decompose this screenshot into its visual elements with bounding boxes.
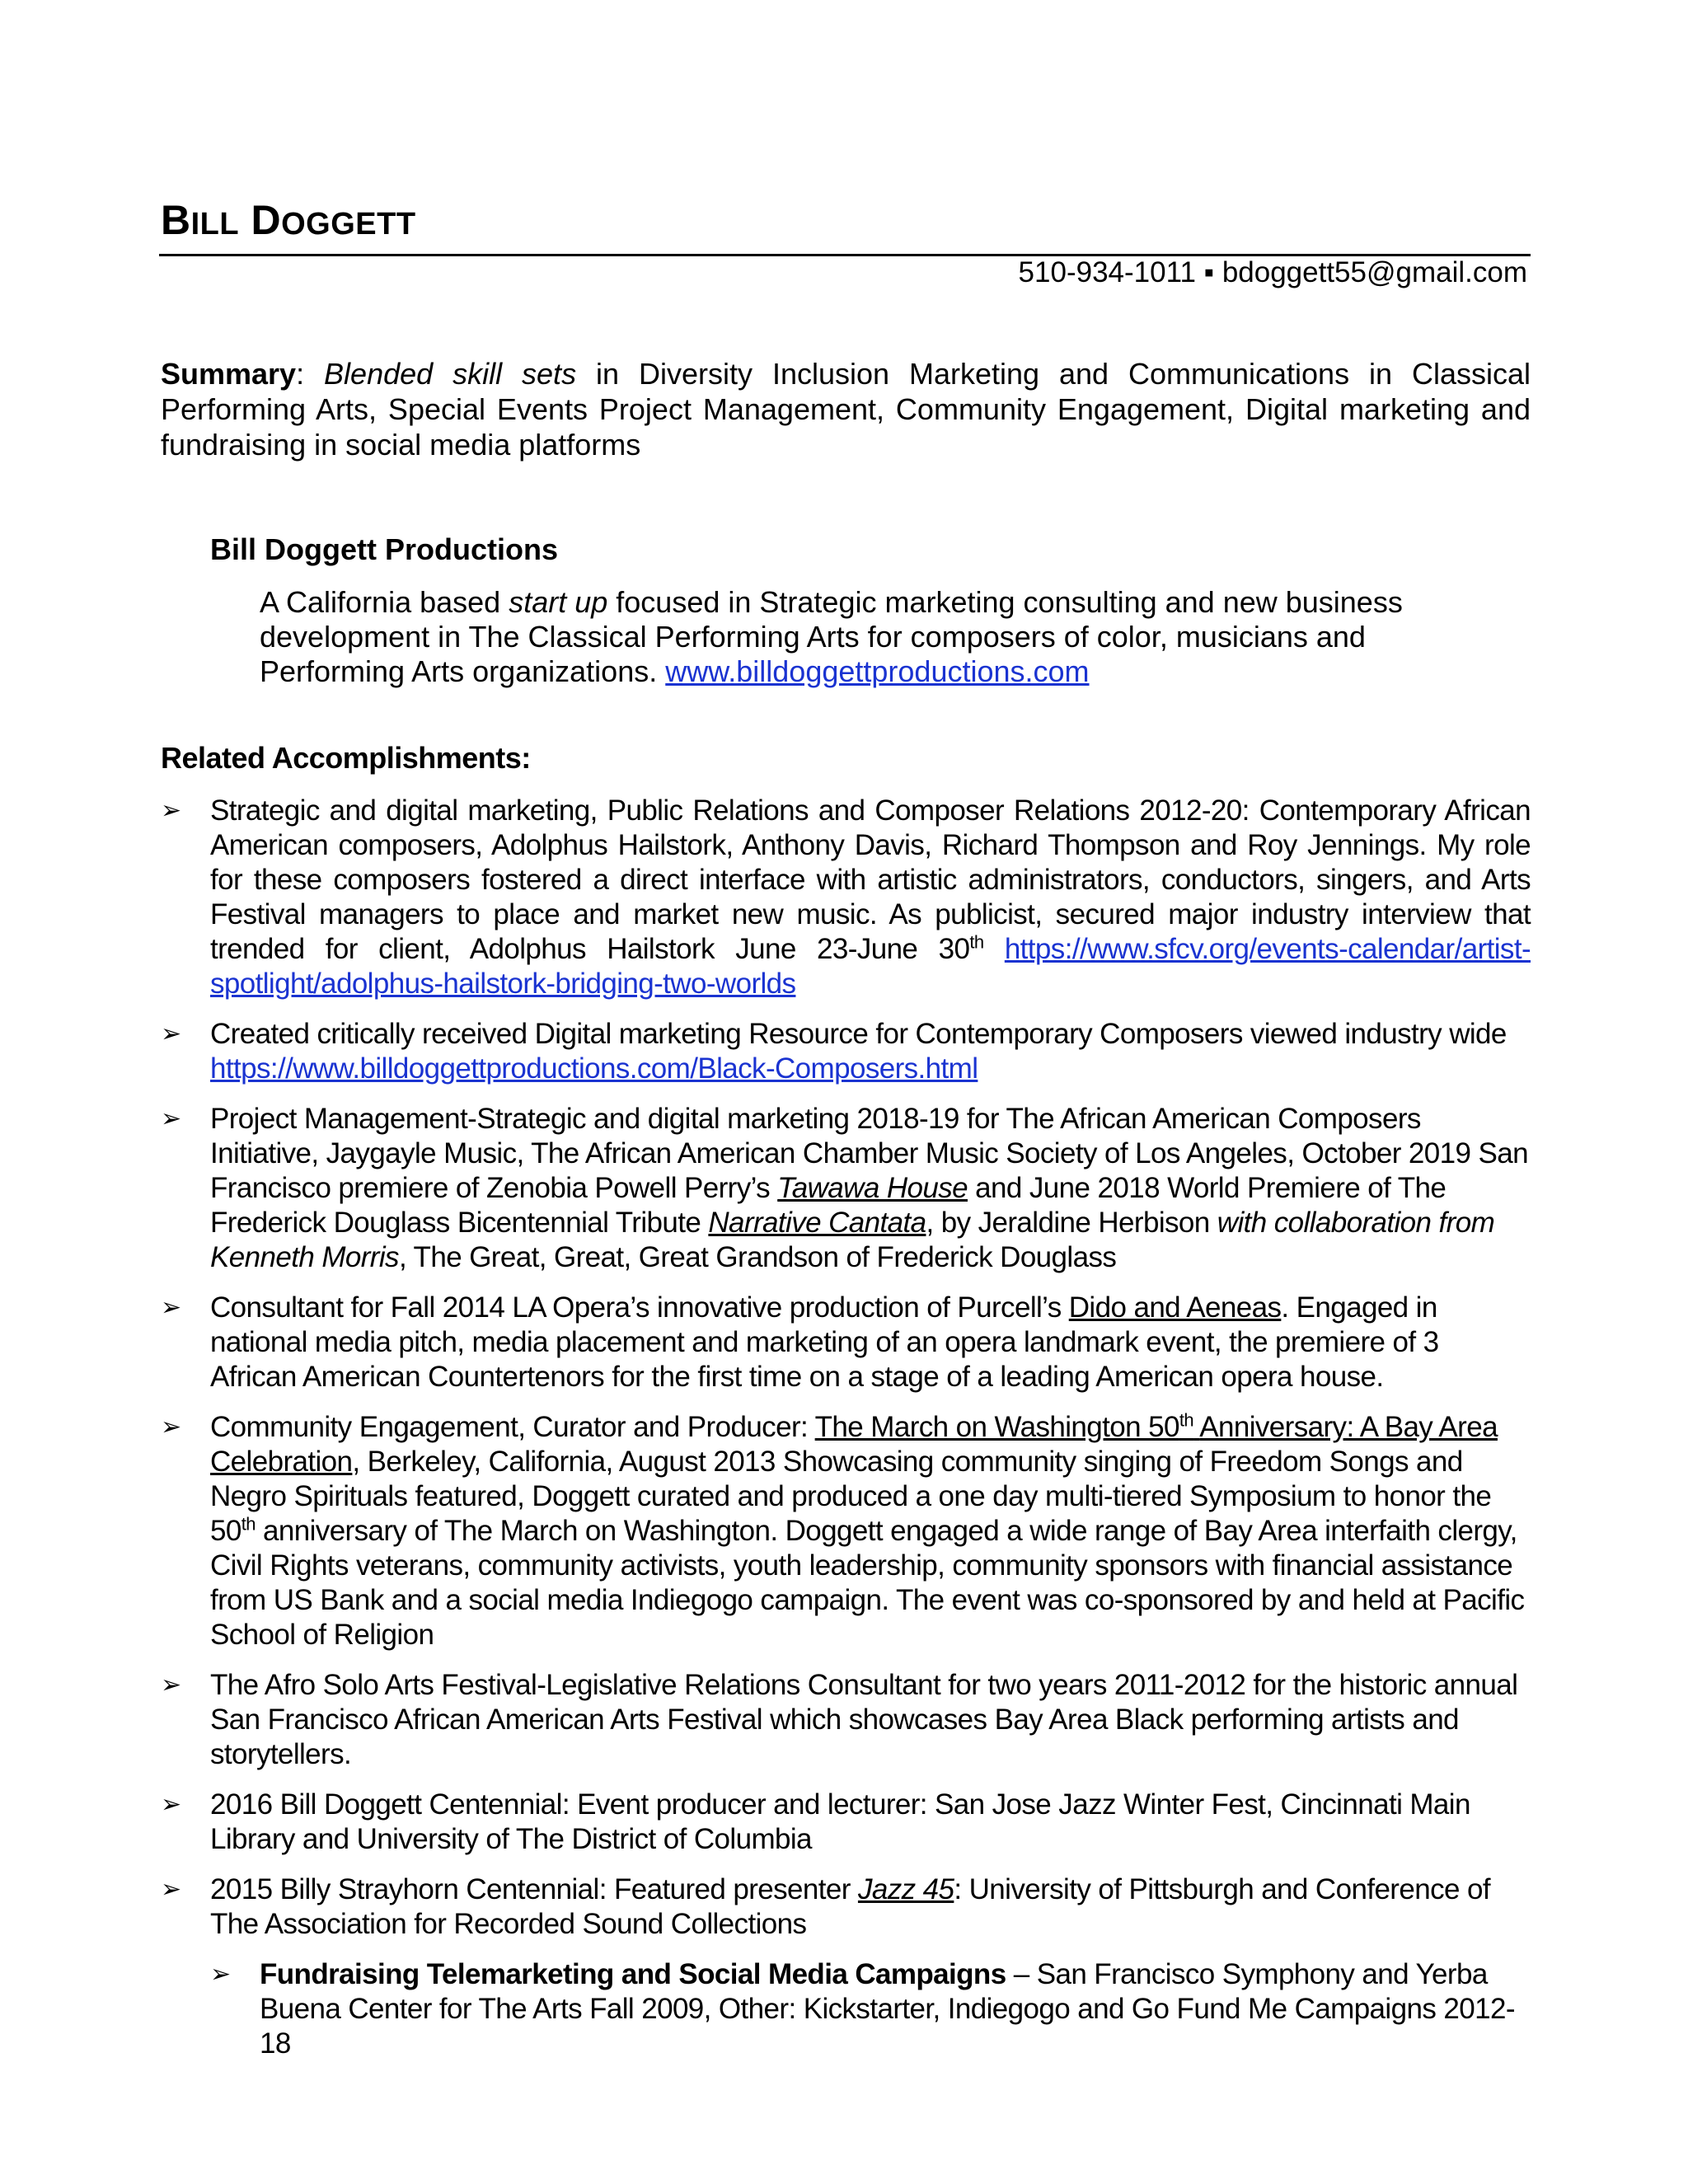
- arrow-bullet-icon: ➢: [161, 796, 181, 825]
- accomplishments-list: [161, 794, 1531, 2077]
- arrow-bullet-icon: ➢: [161, 1019, 181, 1048]
- arrow-bullet-icon: ➢: [161, 1875, 181, 1904]
- arrow-bullet-icon: ➢: [161, 1790, 181, 1819]
- list-item: ➢ Strategic and digital marketing, Public Relations and Composer Relations 2012-20: Contemporary African American composers, Adolphus Hailstork, Anthony Davis, Richard Thompson and Roy Jennings. My role for these composers fostered a direct interface with artistic administrators, conductors, singers, and Arts Festival managers to place and market new music. As publicist, secured major industry interview that trended for client, Adolphus Hailstork June 23-June 30th https://www.sfcv.org/events-calendar/artist-spotlight/adolphus-hailstork-bridging-two-worlds: [161, 794, 1531, 1000]
- list-item: ➢ Created critically received Digital marketing Resource for Contemporary Composers viewed industry wide https://www.billdoggettproductions.com/Black-Composers.html: [161, 1018, 1507, 1085]
- website-link[interactable]: www.billdoggettproductions.com: [665, 654, 1090, 688]
- contact-line: [161, 255, 1527, 290]
- summary-label: Summary: [161, 357, 297, 391]
- summary-section: Summary: Blended skill sets in Diversity Inclusion Marketing and Communications in Classical Performing Arts, Special Events Project Management, Community Engagement, Digital marketing and fundraising in social media platforms: [161, 357, 1531, 462]
- list-item: ➢ The Afro Solo Arts Festival-Legislative Relations Consultant for two years 2011-2012 for the historic annual San Francisco African American Arts Festival which showcases Bay Area Black performing artists and storytellers.: [161, 1669, 1518, 1770]
- organization-description: A California based start up focused in Strategic marketing consulting and new business development in The Classical Performing Arts for composers of color, musicians and Performing Arts organizations. www.billdoggettproductions.com: [260, 585, 1403, 688]
- arrow-bullet-icon: ➢: [161, 1293, 181, 1322]
- list-item: ➢ Consultant for Fall 2014 LA Opera’s innovative production of Purcell’s Dido and Aeneas. Engaged in national media pitch, media placement and marketing of an opera landmark event, the premiere of 3 African American Countertenors for the first time on a stage of a leading American opera house.: [161, 1291, 1439, 1393]
- list-item: ➢ 2015 Billy Strayhorn Centennial: Featured presenter Jazz 45: University of Pittsburgh and Conference of The Association for Recorded Sound Collections: [161, 1873, 1490, 1940]
- arrow-bullet-icon: ➢: [210, 1960, 231, 1989]
- separator-bullet: ▪: [1203, 256, 1215, 288]
- organization-title: Bill Doggett Productions: [210, 532, 558, 566]
- list-item: ➢ 2016 Bill Doggett Centennial: Event producer and lecturer: San Jose Jazz Winter Fest, Cincinnati Main Library and University of The District of Columbia: [161, 1788, 1470, 1855]
- accomplishments-heading: Related Accomplishments:: [161, 741, 531, 775]
- sfcv-link[interactable]: https://www.sfcv.org/events-calendar/artist-spotlight/adolphus-hailstork-bridging-two-worlds: [210, 933, 1531, 1000]
- email-address[interactable]: bdoggett55@gmail.com: [1221, 256, 1527, 288]
- arrow-bullet-icon: ➢: [161, 1671, 181, 1699]
- phone-number: 510-934-1011: [1018, 256, 1196, 288]
- black-composers-link[interactable]: https://www.billdoggettproductions.com/Black-Composers.html: [210, 1052, 978, 1085]
- candidate-name: BILL DOGGETT: [161, 197, 416, 243]
- list-item: ➢ Community Engagement, Curator and Producer: The March on Washington 50th Anniversary: A Bay Area Celebration, Berkeley, California, August 2013 Showcasing community singing of Freedom Songs and Negro Spirituals featured, Doggett curated and produced a one day multi-tiered Symposium to honor the 50th anniversary of The March on Washington. Doggett engaged a wide range of Bay Area interfaith clergy, Civil Rights veterans, community activists, youth leadership, community sponsors with financial assistance from US Bank and a social media Indiegogo campaign. The event was co-sponsored by and held at Pacific School of Religion: [161, 1409, 1525, 1651]
- list-item: ➢ Project Management-Strategic and digital marketing 2018-19 for The African American Composers Initiative, Jaygayle Music, The African American Chamber Music Society of Los Angeles, October 2019 San Francisco premiere of Zenobia Powell Perry’s Tawawa House and June 2018 World Premiere of The Frederick Douglass Bicentennial Tribute Narrative Cantata, by Jeraldine Herbison with collaboration from Kenneth Morris, The Great, Great, Great Grandson of Frederick Douglass: [161, 1103, 1528, 1273]
- arrow-bullet-icon: ➢: [161, 1413, 181, 1441]
- arrow-bullet-icon: ➢: [161, 1104, 181, 1133]
- list-item: ➢ Fundraising Telemarketing and Social Media Campaigns – San Francisco Symphony and Yerba Buena Center for The Arts Fall 2009, Other: Kickstarter, Indiegogo and Go Fund Me Campaigns 2012-18: [210, 1958, 1515, 2060]
